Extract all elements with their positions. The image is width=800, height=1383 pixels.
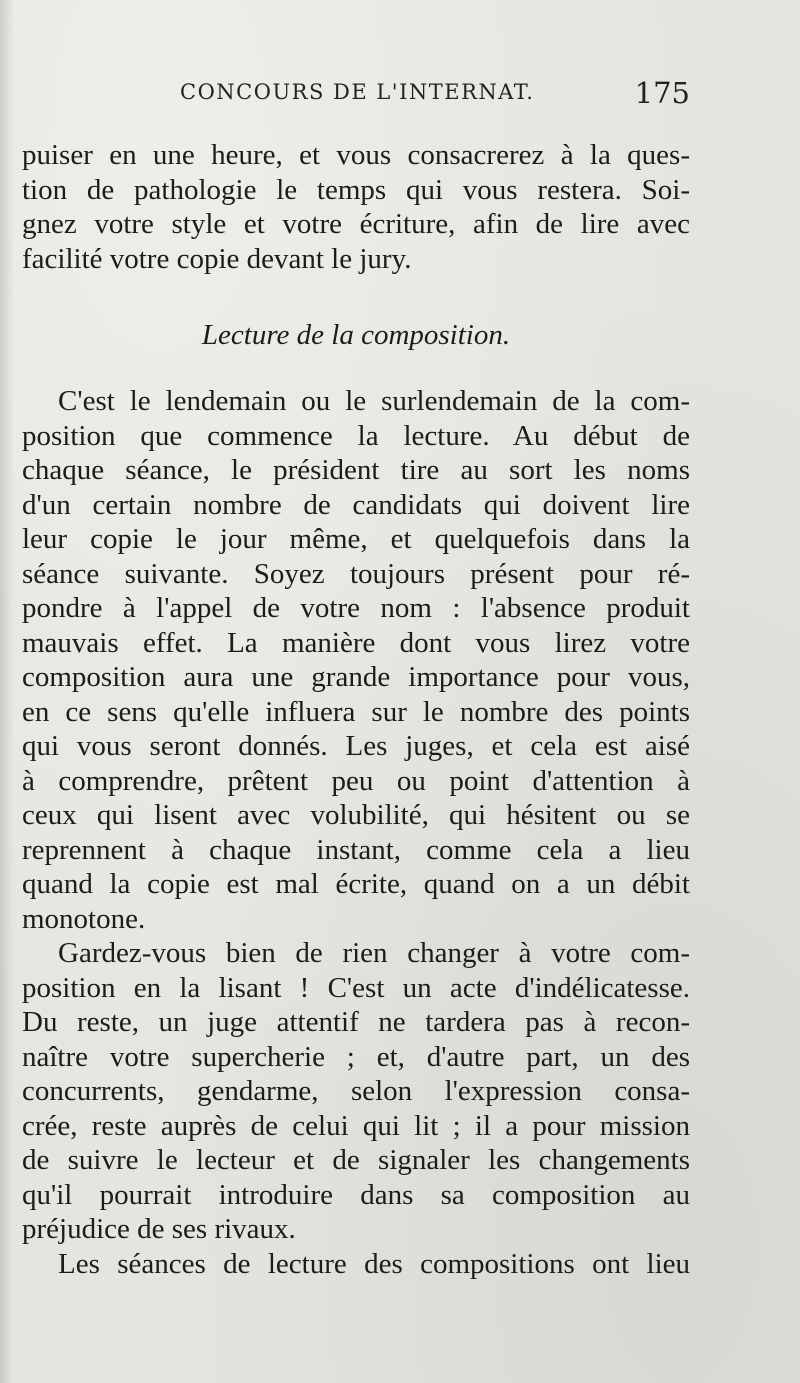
- text-line: Gardez-vous bien de rien changer à votre com-: [58, 937, 690, 969]
- paragraph: [22, 1247, 690, 1282]
- text-line: mauvais effet. La manière dont vous lirez votre: [22, 626, 690, 659]
- paragraph: [22, 384, 690, 936]
- body-text: [22, 138, 690, 1281]
- text-line: séance suivante. Soyez toujours présent pour ré-: [22, 557, 690, 590]
- text-line: en ce sens qu'elle influera sur le nombre des points: [22, 695, 690, 728]
- text-line: ceux qui lisent avec volubilité, qui hésitent ou se: [22, 799, 690, 831]
- text-line: facilité votre copie devant le jury.: [22, 242, 412, 275]
- section-heading: Lecture de la composition.: [201, 319, 511, 351]
- text-line: chaque séance, le président tire au sort les noms: [22, 454, 690, 486]
- text-line: de suivre le lecteur et de signaler les changements: [22, 1144, 690, 1176]
- text-line: naître votre supercherie ; et, d'autre part, un des: [22, 1040, 690, 1073]
- text-line: pondre à l'appel de votre nom : l'absence produit: [22, 592, 690, 624]
- text-line: qu'il pourrait introduire dans sa composition au: [22, 1178, 690, 1211]
- page-edge-shadow: [0, 0, 14, 1383]
- text-line: préjudice de ses rivaux.: [22, 1213, 296, 1245]
- text-line: quand la copie est mal écrite, quand on a un débit: [22, 868, 690, 900]
- text-line: position que commence la lecture. Au début de: [22, 419, 690, 452]
- page-number: 175: [634, 76, 690, 110]
- text-line: composition aura une grande importance pour vous,: [22, 661, 690, 693]
- text-line: qui vous seront donnés. Les juges, et cela est aisé: [22, 730, 690, 762]
- text-line: concurrents, gendarme, selon l'expression consa-: [22, 1075, 690, 1107]
- text-line: crée, reste auprès de celui qui lit ; il a pour mission: [22, 1109, 690, 1142]
- text-line: position en la lisant ! C'est un acte d'indélicatesse.: [22, 971, 690, 1004]
- text-line: reprennent à chaque instant, comme cela a lieu: [22, 833, 690, 866]
- text-line: gnez votre style et votre écriture, afin de lire avec: [22, 208, 690, 240]
- text-line: Du reste, un juge attentif ne tardera pas à recon-: [22, 1006, 690, 1038]
- text-line: à comprendre, prêtent peu ou point d'attention à: [22, 764, 690, 797]
- text-line: d'un certain nombre de candidats qui doivent lire: [22, 488, 690, 521]
- text-line: Les séances de lecture des compositions ont lieu: [58, 1247, 690, 1280]
- text-line: monotone.: [22, 902, 146, 935]
- text-line: puiser en une heure, et vous consacrerez à la ques-: [22, 139, 690, 171]
- text-line: leur copie le jour même, et quelquefois dans la: [22, 523, 690, 555]
- running-head: [180, 76, 690, 110]
- text-line: C'est le lendemain ou le surlendemain de la com-: [58, 385, 690, 417]
- paragraph-continued: [22, 138, 690, 276]
- text-line: tion de pathologie le temps qui vous restera. Soi-: [22, 173, 690, 206]
- running-title: CONCOURS DE L'INTERNAT.: [180, 80, 535, 104]
- paragraph: [22, 936, 690, 1247]
